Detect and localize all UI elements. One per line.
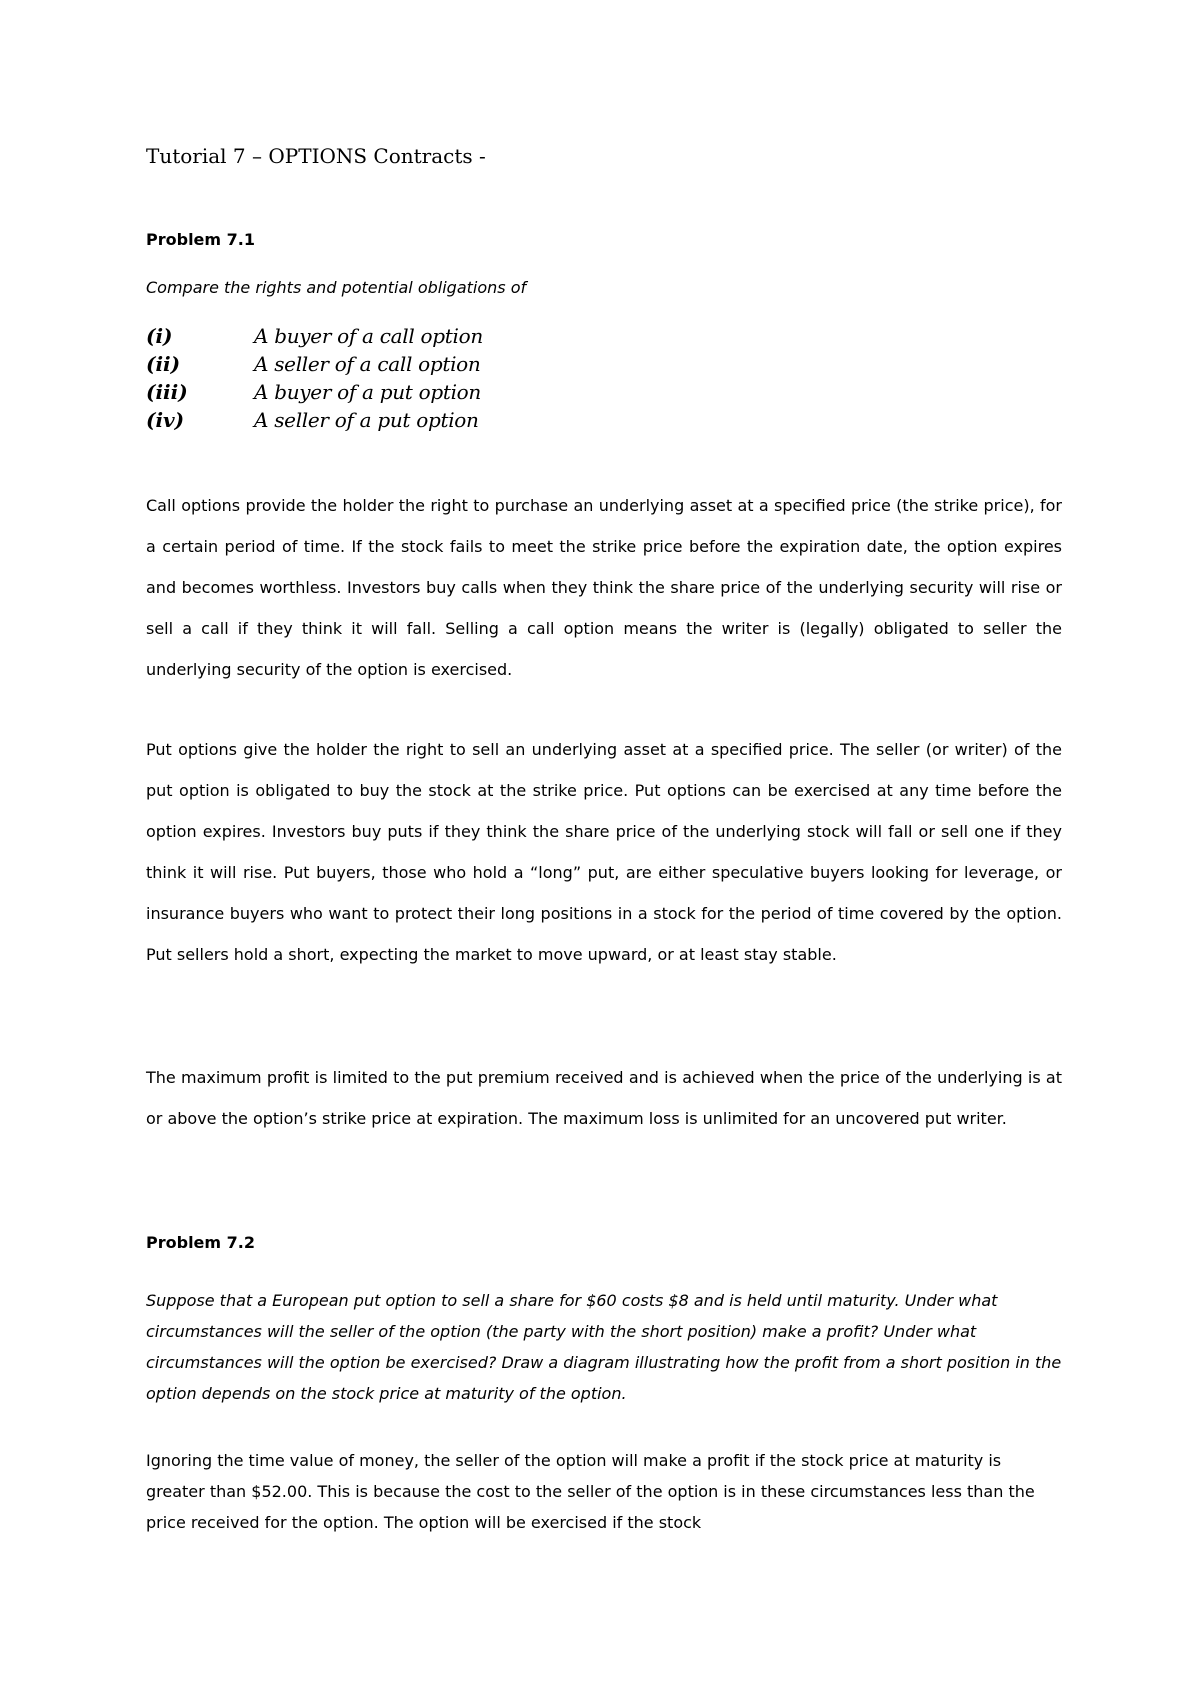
part-number: (i) xyxy=(146,324,173,348)
document-title: Tutorial 7 – OPTIONS Contracts - xyxy=(146,144,486,168)
list-item xyxy=(146,378,483,406)
problem-7-1-parts-list xyxy=(146,322,483,434)
part-number: (ii) xyxy=(146,352,181,376)
call-options-paragraph: Call options provide the holder the right to purchase an underlying asset at a specified price (the strike price), for a certain period of time. If the stock fails to meet the strike price before the expiration date, the option expires and becomes worthless. Investors buy calls when they think the share price of the underlying security will rise or sell a call if they think it will fall. Selling a call option means the writer is (legally) obligated to seller the underlying security of the option is exercised. xyxy=(146,496,1062,679)
put-options-paragraph: Put options give the holder the right to sell an underlying asset at a specified price. The seller (or writer) of the put option is obligated to buy the stock at the strike price. Put options can be exercised at any time before the option expires. Investors buy puts if they think the share price of the underlying stock will fall or sell one if they think it will rise. Put buyers, those who hold a “long” put, are either speculative buyers looking for leverage, or insurance buyers who want to protect their long positions in a stock for the period of time covered by the option. Put sellers hold a short, expecting the market to move upward, or at least stay stable. xyxy=(146,740,1062,964)
part-text: A buyer of a put option xyxy=(254,380,481,404)
list-item xyxy=(146,406,483,434)
list-item xyxy=(146,350,483,378)
part-text: A buyer of a call option xyxy=(254,324,483,348)
part-text: A seller of a put option xyxy=(254,408,479,432)
part-number: (iv) xyxy=(146,408,185,432)
part-text: A seller of a call option xyxy=(254,352,481,376)
problem-7-1-prompt: Compare the rights and potential obligations of xyxy=(146,278,527,297)
problem-7-2-answer: Ignoring the time value of money, the seller of the option will make a profit if the stock price at maturity is greater than $52.00. This is because the cost to the seller of the option is in these circumstances less than the price received for the option. The option will be exercised if the stock xyxy=(146,1451,1035,1532)
problem-7-2-heading: Problem 7.2 xyxy=(146,1233,255,1252)
problem-7-1-heading: Problem 7.1 xyxy=(146,230,255,249)
problem-7-2-question: Suppose that a European put option to sell a share for $60 costs $8 and is held until maturity. Under what circumstances will the seller of the option (the party with the short position) make a profit? Under what circumstances will the option be exercised? Draw a diagram illustrating how the profit from a short position in the option depends on the stock price at maturity of the option. xyxy=(146,1291,1062,1403)
list-item xyxy=(146,322,483,350)
part-number: (iii) xyxy=(146,380,188,404)
max-profit-paragraph: The maximum profit is limited to the put premium received and is achieved when the price of the underlying is at or above the option’s strike price at expiration. The maximum loss is unlimited for an uncovered put writer. xyxy=(146,1068,1062,1128)
